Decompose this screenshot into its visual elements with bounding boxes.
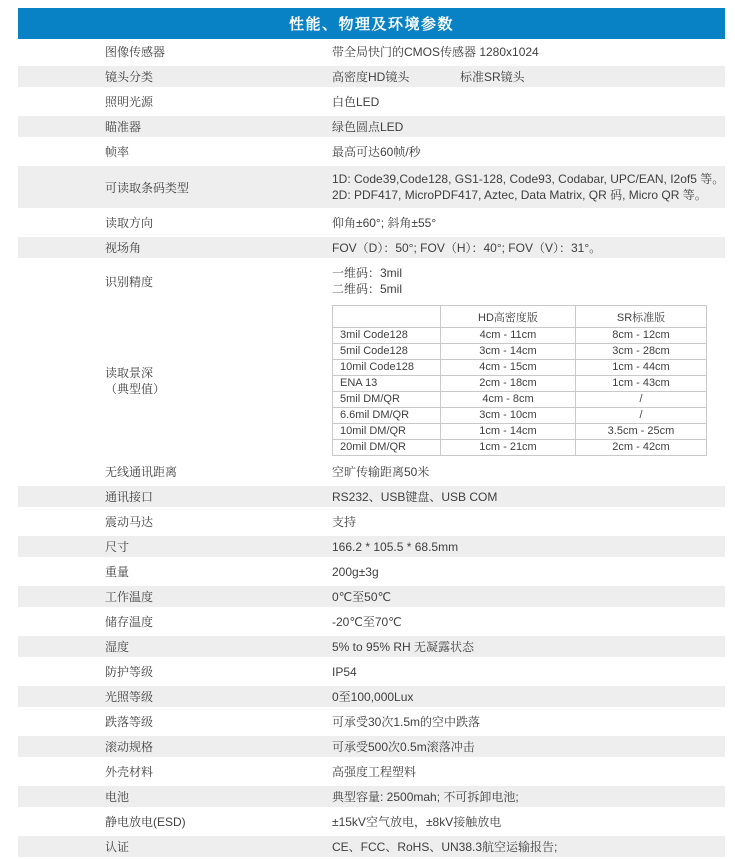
depth-table-cell: ENA 13 xyxy=(333,376,441,392)
spec-label: 湿度 xyxy=(105,640,130,654)
spec-row xyxy=(18,759,725,784)
spec-label: 滚动规格 xyxy=(105,740,154,754)
spec-label: 瞄准器 xyxy=(105,120,142,134)
depth-table-cell: 3cm - 28cm xyxy=(576,344,707,360)
depth-table-cell: 3cm - 10cm xyxy=(441,408,576,424)
depth-table-cell: 1cm - 14cm xyxy=(441,424,576,440)
spec-value: 典型容量: 2500mah; 不可拆卸电池; xyxy=(332,790,519,804)
spec-label xyxy=(18,365,332,397)
depth-table-cell: 1cm - 44cm xyxy=(576,360,707,376)
section-title-bar xyxy=(18,8,725,39)
spec-label: 电池 xyxy=(105,790,130,804)
spec-row-depth-of-field xyxy=(18,302,725,459)
spec-label: 震动马达 xyxy=(105,515,154,529)
spec-value: RS232、USB键盘、USB COM xyxy=(332,490,498,504)
depth-table-header-cell xyxy=(333,306,441,328)
depth-table-cell: 5mil DM/QR xyxy=(333,392,441,408)
depth-table-cell: 2cm - 18cm xyxy=(441,376,576,392)
spec-label: 帧率 xyxy=(105,145,130,159)
spec-value: FOV（D）：50°; FOV（H）：40°; FOV（V）：31°。 xyxy=(332,241,602,255)
spec-label: 工作温度 xyxy=(105,590,154,604)
spec-label: 重量 xyxy=(105,565,130,579)
spec-row xyxy=(18,260,725,302)
depth-table-cell: 1cm - 21cm xyxy=(441,440,576,456)
depth-table-cell: / xyxy=(576,408,707,424)
spec-label: 可读取条码类型 xyxy=(105,180,190,195)
spec-row xyxy=(18,164,725,210)
spec-value: 可承受500次0.5m滚落冲击 xyxy=(332,740,475,754)
spec-label: 照明光源 xyxy=(105,95,154,109)
spec-row xyxy=(18,734,725,759)
depth-table-cell: 1cm - 43cm xyxy=(576,376,707,392)
depth-table-cell: 3mil Code128 xyxy=(333,328,441,344)
spec-label-line: 读取景深 xyxy=(105,365,154,380)
depth-table-header-cell: HD高密度版 xyxy=(441,306,576,328)
spec-value xyxy=(332,305,725,456)
spec-value-line: 二维码：5mil xyxy=(332,282,403,296)
spec-label-line: （典型值） xyxy=(105,381,166,396)
spec-value: 绿色圆点LED xyxy=(332,120,404,134)
depth-table-row xyxy=(333,360,707,376)
spec-value-line: 一维码：3mil xyxy=(332,266,403,280)
spec-row xyxy=(18,139,725,164)
spec-row xyxy=(18,684,725,709)
spec-value: 200g±3g xyxy=(332,564,379,579)
spec-label: 识别精度 xyxy=(105,274,154,289)
depth-table-cell: / xyxy=(576,392,707,408)
spec-value: ±15kV空气放电，±8kV接触放电 xyxy=(332,815,502,829)
spec-label: 光照等级 xyxy=(105,690,154,704)
depth-table-row xyxy=(333,424,707,440)
spec-row xyxy=(18,584,725,609)
spec-label: 读取方向 xyxy=(105,216,154,230)
spec-label: 外壳材料 xyxy=(105,765,154,779)
spec-value: -20℃至70℃ xyxy=(332,615,402,629)
spec-rows xyxy=(18,39,725,859)
depth-table-cell: 10mil Code128 xyxy=(333,360,441,376)
spec-value: 最高可达60帧/秒 xyxy=(332,145,421,159)
depth-table-row xyxy=(333,440,707,456)
depth-table-cell: 6.6mil DM/QR xyxy=(333,408,441,424)
spec-row xyxy=(18,459,725,484)
spec-value: 可承受30次1.5m的空中跌落 xyxy=(332,715,481,729)
spec-value: 空旷传输距离50米 xyxy=(332,465,430,479)
spec-row xyxy=(18,89,725,114)
spec-row xyxy=(18,39,725,64)
spec-row xyxy=(18,509,725,534)
spec-row xyxy=(18,484,725,509)
spec-value-primary: 高密度HD镜头 xyxy=(332,70,410,84)
spec-row xyxy=(18,559,725,584)
depth-table-row xyxy=(333,392,707,408)
depth-table-cell: 20mil DM/QR xyxy=(333,440,441,456)
spec-row xyxy=(18,634,725,659)
spec-value-line: 2D: PDF417, MicroPDF417, Aztec, Data Matrix, QR 码, Micro QR 等。 xyxy=(332,188,707,202)
spec-label: 通讯接口 xyxy=(105,490,154,504)
spec-row xyxy=(18,210,725,235)
spec-value xyxy=(332,171,725,203)
depth-table-cell: 3cm - 14cm xyxy=(441,344,576,360)
spec-value-secondary: 标准SR镜头 xyxy=(460,70,525,84)
spec-value: 高强度工程塑料 xyxy=(332,765,417,779)
spec-value: IP54 xyxy=(332,664,357,679)
depth-table-header-row xyxy=(333,306,707,328)
spec-row xyxy=(18,709,725,734)
depth-table-cell: 4cm - 8cm xyxy=(441,392,576,408)
spec-value: 仰角±60°; 斜角±55° xyxy=(332,216,437,230)
depth-table-cell: 10mil DM/QR xyxy=(333,424,441,440)
depth-table-cell: 4cm - 15cm xyxy=(441,360,576,376)
spec-value: 带全局快门的CMOS传感器 1280x1024 xyxy=(332,45,539,59)
spec-value: CE、FCC、RoHS、UN38.3航空运输报告; xyxy=(332,840,558,854)
depth-table-cell: 8cm - 12cm xyxy=(576,328,707,344)
spec-label: 储存温度 xyxy=(105,615,154,629)
spec-sheet xyxy=(18,8,725,859)
spec-row xyxy=(18,114,725,139)
spec-label: 镜头分类 xyxy=(105,70,154,84)
spec-label: 无线通讯距离 xyxy=(105,465,178,479)
spec-row xyxy=(18,609,725,634)
spec-label: 尺寸 xyxy=(105,540,130,554)
spec-value-line: 1D: Code39,Code128, GS1-128, Code93, Codabar, UPC/EAN, I2of5 等。 xyxy=(332,172,725,186)
spec-row xyxy=(18,784,725,809)
spec-label: 防护等级 xyxy=(105,665,154,679)
depth-table-cell: 5mil Code128 xyxy=(333,344,441,360)
depth-table-row xyxy=(333,376,707,392)
depth-table-row xyxy=(333,408,707,424)
spec-value: 5% to 95% RH 无凝露状态 xyxy=(332,640,475,654)
spec-row xyxy=(18,659,725,684)
spec-value: 0℃至50℃ xyxy=(332,590,391,604)
spec-value: 白色LED xyxy=(332,95,380,109)
spec-label: 认证 xyxy=(105,840,130,854)
spec-value: 166.2 * 105.5 * 68.5mm xyxy=(332,539,459,554)
spec-label: 静电放电(ESD) xyxy=(105,815,186,829)
spec-value: 支持 xyxy=(332,515,357,529)
spec-row xyxy=(18,64,725,89)
depth-table-row xyxy=(333,344,707,360)
spec-value xyxy=(332,265,725,297)
spec-label: 图像传感器 xyxy=(105,45,166,59)
spec-row xyxy=(18,235,725,260)
depth-of-field-table xyxy=(332,305,707,456)
depth-table-header-cell: SR标准版 xyxy=(576,306,707,328)
spec-label: 跌落等级 xyxy=(105,715,154,729)
depth-table-cell: 3.5cm - 25cm xyxy=(576,424,707,440)
depth-table-cell: 4cm - 11cm xyxy=(441,328,576,344)
depth-table-cell: 2cm - 42cm xyxy=(576,440,707,456)
spec-value xyxy=(332,68,725,85)
depth-table-row xyxy=(333,328,707,344)
spec-label: 视场角 xyxy=(105,241,142,255)
spec-row xyxy=(18,809,725,834)
spec-row xyxy=(18,534,725,559)
spec-value: 0至100,000Lux xyxy=(332,690,414,704)
section-title: 性能、物理及环境参数 xyxy=(288,16,454,33)
